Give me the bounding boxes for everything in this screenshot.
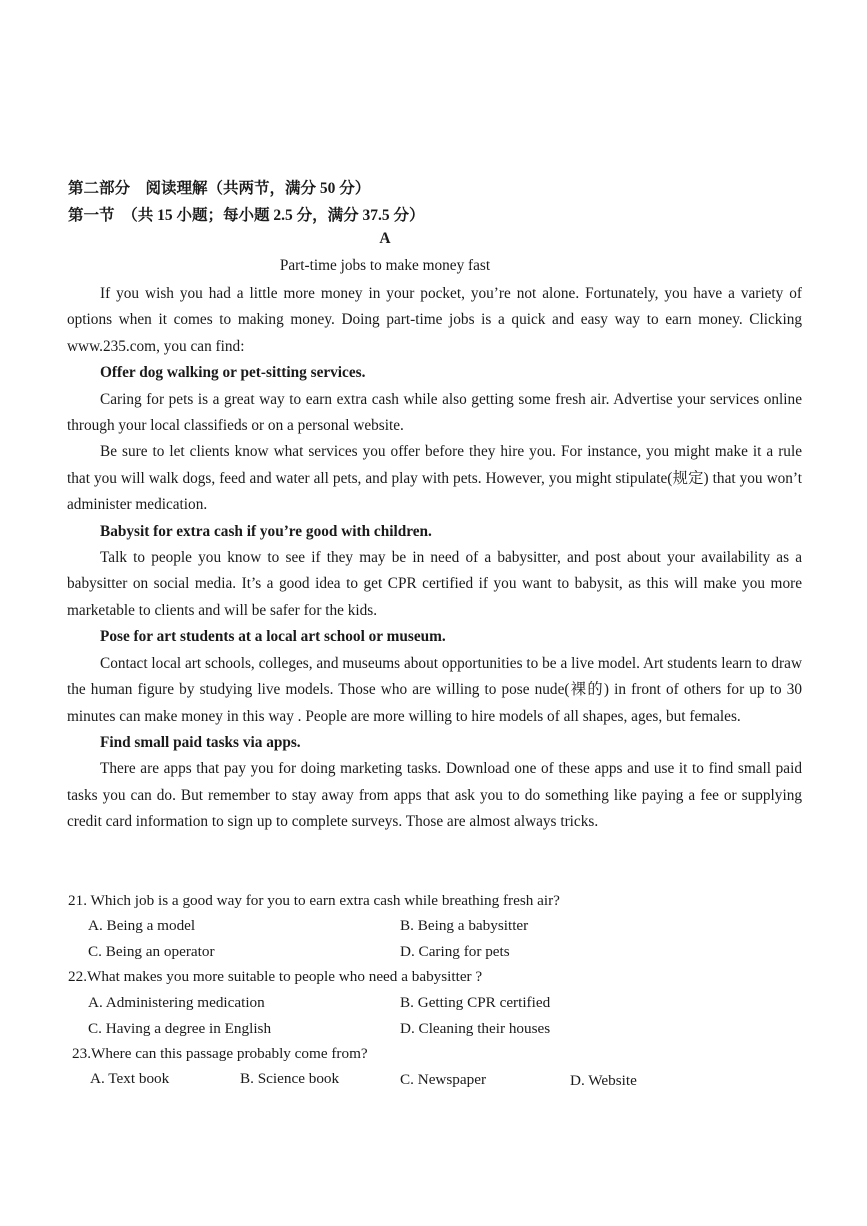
question-21-option-b[interactable]: B. Being a babysitter — [400, 917, 529, 934]
question-22-option-c[interactable]: C. Having a degree in English — [88, 1020, 272, 1037]
question-23-stem: 23.Where can this passage probably come from? — [72, 1045, 368, 1062]
section-heading: Offer dog walking or pet-sitting services. — [100, 364, 366, 382]
passage-letter: A — [379, 230, 391, 247]
question-21-stem: 21. Which job is a good way for you to earn extra cash while breathing fresh air? — [68, 892, 560, 909]
question-22-option-d[interactable]: D. Cleaning their houses — [400, 1020, 551, 1037]
question-22-option-b[interactable]: B. Getting CPR certified — [400, 994, 551, 1011]
section-heading: Babysit for extra cash if you’re good with children. — [100, 522, 432, 540]
question-22-stem: 22.What makes you more suitable to people who need a babysitter ? — [68, 968, 483, 985]
passage-title: Part-time jobs to make money fast — [279, 257, 491, 274]
question-23-option-d[interactable]: D. Website — [570, 1072, 637, 1089]
question-23-option-a[interactable]: A. Text book — [90, 1070, 170, 1087]
paragraph: If you wish you had a little more money in your pocket, you’re not alone. Fortunately, you have a variety of options when it comes to making money. Doing part-time jobs is a quick and easy way to earn money. Clicking www.235.com, you can find: — [67, 285, 802, 355]
part-heading: 第二部分 阅读理解（共两节，满分 50 分） — [68, 180, 371, 197]
question-21-option-c[interactable]: C. Being an operator — [88, 943, 215, 960]
paragraph: Be sure to let clients know what services you offer before they hire you. For instance, you might make it a rule that you will walk dogs, feed and water all pets, and play with pets. However, you might stipulate(规定) that you won’t administer medication. — [67, 443, 802, 514]
section-heading: Find small paid tasks via apps. — [100, 733, 301, 751]
passage-body — [67, 281, 802, 836]
section-heading: Pose for art students at a local art school or museum. — [100, 628, 446, 646]
paragraph: Caring for pets is a great way to earn extra cash while also getting some fresh air. Advertise your services online through your local classifieds or on a personal website. — [67, 390, 802, 435]
question-23-option-b[interactable]: B. Science book — [240, 1070, 340, 1087]
paragraph: Talk to people you know to see if they may be in need of a babysitter, and post about your availability as a babysitter on social media. It’s a good idea to get CPR certified if you want to babysit, as this will make you more marketable to clients and will be safer for the kids. — [67, 549, 802, 619]
question-21-option-a[interactable]: A. Being a model — [88, 917, 196, 934]
question-22-option-a[interactable]: A. Administering medication — [88, 994, 265, 1011]
question-23-option-c[interactable]: C. Newspaper — [400, 1071, 487, 1088]
question-21-option-d[interactable]: D. Caring for pets — [400, 943, 510, 960]
paragraph: Contact local art schools, colleges, and museums about opportunities to be a live model. Art students learn to draw the human figure by studying live models. Those who are willing to pose nude(裸的) in front of others for up to 30 minutes can make money in this way . People are more willing to hire models of all shapes, ages, but females. — [67, 654, 802, 725]
paragraph: There are apps that pay you for doing marketing tasks. Download one of these apps and use it to find small paid tasks you can do. But remember to stay away from apps that ask you to do something like paying a fee or supplying credit card information to sign up to complete surveys. Those are almost always tricks. — [67, 760, 802, 831]
subsection-heading: 第一节 （共 15 小题；每小题 2.5 分，满分 37.5 分） — [68, 207, 425, 224]
